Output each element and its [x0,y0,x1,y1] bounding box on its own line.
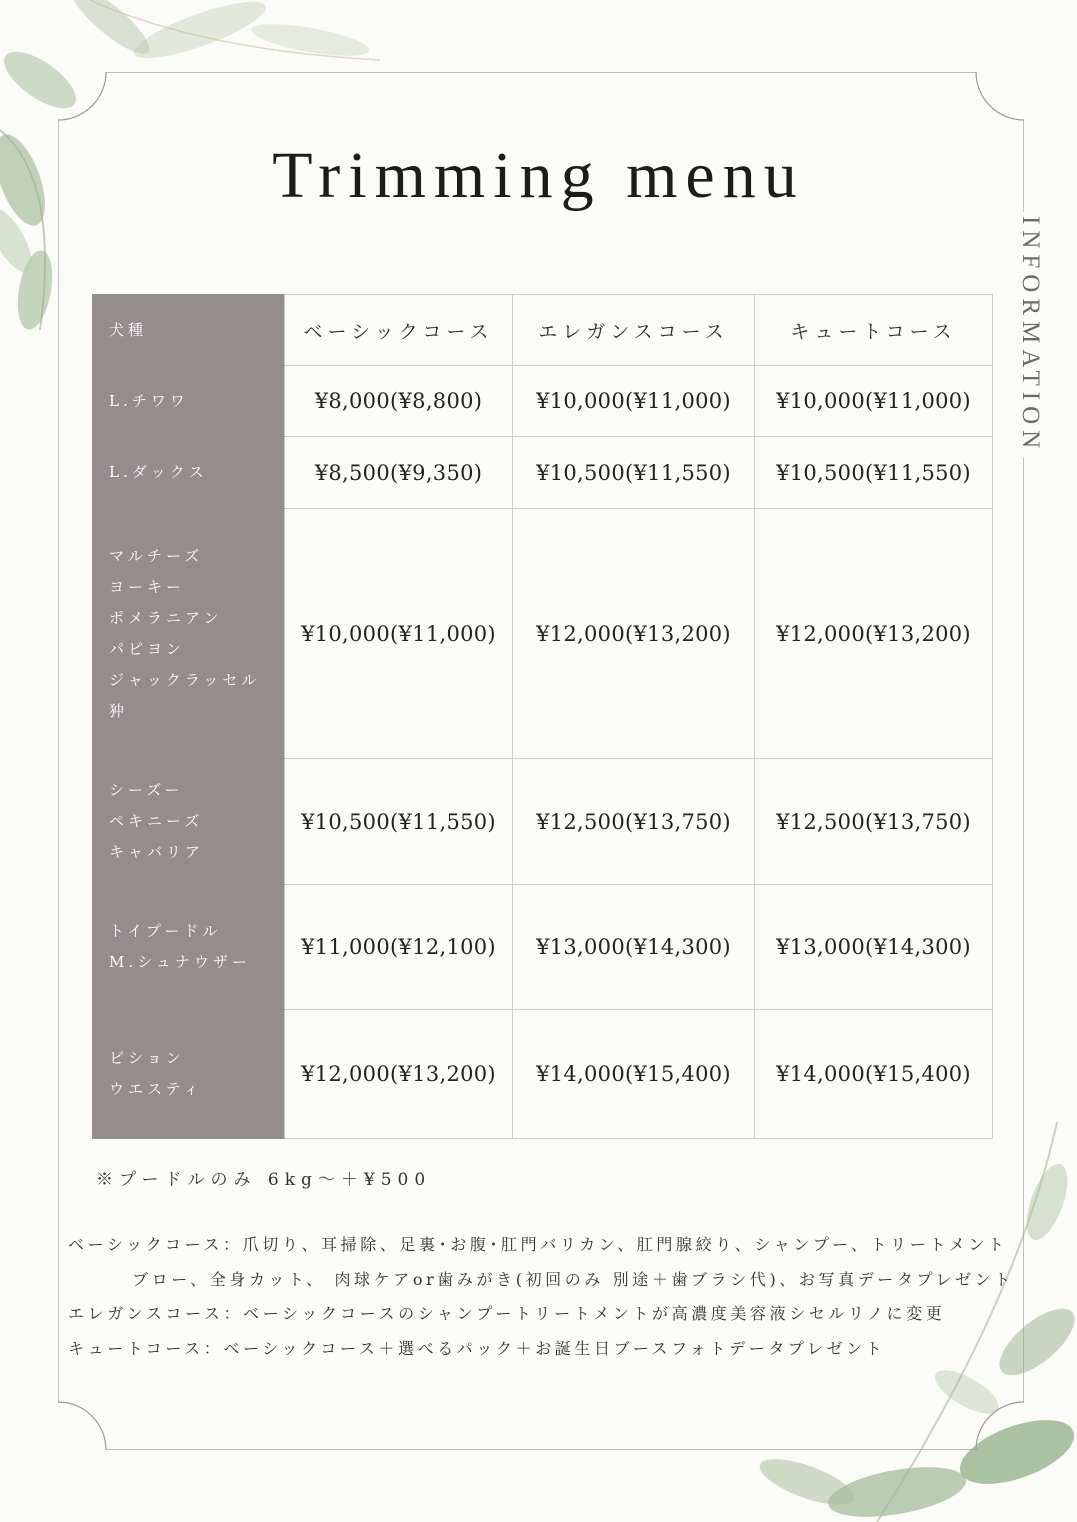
poodle-surcharge-note: ※プードルのみ 6kg〜＋¥500 [96,1170,432,1190]
price-elegance: ¥10,500(¥11,550) [513,437,755,509]
price-elegance: ¥13,000(¥14,300) [513,885,755,1010]
table-header-row [93,295,993,366]
price-cute: ¥13,000(¥14,300) [755,885,993,1010]
header-breed: 犬種 [93,295,285,366]
cute-course-description: キュートコース：ベーシックコース＋選べるパック＋お誕生日ブースフォトデータプレゼント [68,1338,886,1358]
trimming-price-table [92,294,993,1139]
price-basic: ¥8,500(¥9,350) [285,437,513,509]
side-label-information: INFORMATION [1008,212,1044,458]
breed-name: 狆 [109,701,129,720]
basic-course-description: ベーシックコース：爪切り、耳掃除、足裏･お腹･肛門バリカン、肛門腺絞り、シャンプー、トリートメント [68,1235,1008,1254]
breed-name: マルチーズ [109,546,204,565]
table-row [93,885,993,1010]
table-row [93,437,993,509]
price-basic: ¥10,000(¥11,000) [285,509,513,759]
table-row [93,509,993,759]
price-elegance: ¥14,000(¥15,400) [513,1010,755,1139]
breed-cell [93,437,285,509]
breed-name: M.シュナウザー [109,953,251,971]
price-basic: ¥11,000(¥12,100) [285,885,513,1010]
price-basic: ¥8,000(¥8,800) [285,366,513,437]
header-basic-course: ベーシックコース [285,295,513,366]
price-cute: ¥12,500(¥13,750) [755,759,993,885]
price-elegance: ¥12,500(¥13,750) [513,759,755,885]
price-basic: ¥10,500(¥11,550) [285,759,513,885]
price-elegance: ¥12,000(¥13,200) [513,509,755,759]
price-cute: ¥10,500(¥11,550) [755,437,993,509]
breed-name: パピヨン [109,639,186,658]
price-cute: ¥10,000(¥11,000) [755,366,993,437]
breed-name: ウエスティ [109,1080,203,1098]
breed-name: ヨーキー [109,577,186,596]
breed-cell [93,366,285,437]
breed-name: ペキニーズ [109,812,204,830]
breed-cell [93,1010,285,1139]
breed-cell [93,885,285,1010]
price-cute: ¥12,000(¥13,200) [755,509,993,759]
table-row [93,759,993,885]
breed-cell [93,509,285,759]
breed-name: ビション [109,1049,185,1067]
page-title: Trimming menu [272,139,805,212]
table-row [93,1010,993,1139]
course-description-notes [68,1228,1028,1366]
header-elegance-course: エレガンスコース [513,295,755,366]
table-row [93,366,993,437]
breed-name: トイプードル [109,922,222,940]
price-basic: ¥12,000(¥13,200) [285,1010,513,1139]
breed-name: ジャックラッセル [109,670,261,689]
basic-course-description-cont: ブロー、全身カット、 肉球ケアor歯みがき(初回のみ 別途＋歯ブラシ代)、お写真データプレゼント [132,1269,1014,1289]
breed-cell [93,759,285,885]
breed-name: シーズー [109,781,184,799]
price-elegance: ¥10,000(¥11,000) [513,366,755,437]
breed-name: キャバリア [109,843,205,861]
breed-name: ポメラニアン [109,608,223,627]
breed-name: L.ダックス [109,463,208,481]
header-cute-course: キュートコース [755,295,993,366]
price-cute: ¥14,000(¥15,400) [755,1010,993,1139]
elegance-course-description: エレガンスコース：ベーシックコースのシャンプートリートメントが高濃度美容液シセルリノに変更 [68,1304,946,1323]
breed-name: L.チワワ [109,391,189,410]
